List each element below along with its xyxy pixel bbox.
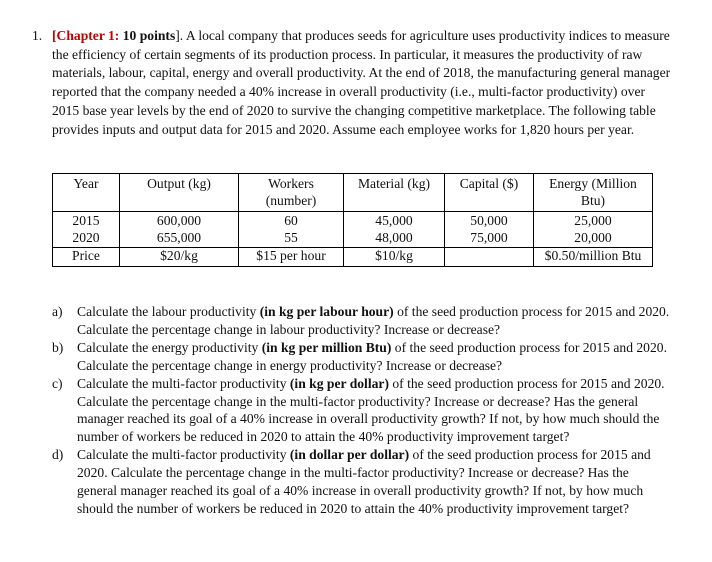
- table-row-years: [53, 212, 653, 248]
- unit-emphasis: (in kg per million Btu): [261, 339, 392, 355]
- header-energy: Energy (Million Btu): [534, 174, 653, 212]
- unit-emphasis: (in kg per labour hour): [259, 304, 394, 319]
- part-letter: a): [52, 304, 63, 319]
- unit-emphasis: (in kg per dollar): [289, 375, 389, 391]
- cell-output: 600,000 655,000: [120, 212, 239, 248]
- cell-price-material: $10/kg: [344, 248, 445, 267]
- header-material: Material (kg): [344, 174, 445, 212]
- cell-year: 2015 2020: [53, 212, 120, 248]
- header-year: Year: [53, 174, 120, 212]
- table-row-price: [53, 248, 653, 267]
- cell-price-capital: [445, 248, 534, 267]
- part-letter: d): [52, 447, 64, 463]
- points-label: 10 points: [122, 28, 176, 43]
- part-letter: b): [52, 339, 64, 355]
- part-a: a) Calculate the labour productivity (in kg per labour hour) of the seed production process for 2015 and 2020. Calculate the percentage change in labour productivity? Increase or decrease?: [52, 304, 670, 337]
- question-number: 1.: [32, 28, 43, 43]
- header-capital: Capital ($): [445, 174, 534, 212]
- unit-emphasis: (in dollar per dollar): [289, 447, 410, 463]
- bracket-close: ].: [175, 28, 184, 43]
- question-parts: [52, 303, 672, 518]
- part-c: c) Calculate the multi-factor productivity (in kg per dollar) of the seed production process for 2015 and 2020. Calculate the percentage change in the multi-factor productivity? Increase or decrease? Has the general manager reached its goal of a 40% increase in overall productivity growth? If not, by how much should the number of workers be reduced in 2020 to attain the 40% productivity improvement target?: [52, 375, 665, 445]
- part-d: d) Calculate the multi-factor productivity (in dollar per dollar) of the seed production process for 2015 and 2020. Calculate the percentage change in the multi-factor productivity? Increase or decrease? Has the general manager reached its goal of a 40% increase in overall productivity growth? If not, by how much should the number of workers be reduced in 2020 to attain the 40% productivity improvement target?: [52, 447, 651, 516]
- cell-material: 45,000 48,000: [344, 212, 445, 248]
- header-output: Output (kg): [120, 174, 239, 212]
- cell-price-energy: $0.50/million Btu: [534, 248, 653, 267]
- chapter-label: [Chapter 1:: [52, 28, 120, 43]
- cell-price-output: $20/kg: [120, 248, 239, 267]
- question-intro-text: A local company that produces seeds for agriculture uses productivity indices to measure the efficiency of certain segments of its production process. In particular, it measures the productivity of raw materials, labour, capital, energy and overall productivity. At the end of 2018, the manufacturing general manager reported that the company needed a 40% increase in overall productivity (i.e., multi-factor productivity) over 2015 base year levels by the end of 2020 to survive the changing competitive marketplace. The following table provides inputs and output data for 2015 and 2020. Assume each employee works for 1,820 hours per year.: [52, 28, 671, 137]
- cell-price-workers: $15 per hour: [239, 248, 344, 267]
- data-table: [52, 173, 653, 267]
- cell-workers: 60 55: [239, 212, 344, 248]
- question-intro: [52, 27, 672, 139]
- cell-price-label: Price: [53, 248, 120, 267]
- part-b: b) Calculate the energy productivity (in kg per million Btu) of the seed production process for 2015 and 2020. Calculate the percentage change in energy productivity? Increase or decrease?: [52, 339, 667, 373]
- cell-energy: 25,000 20,000: [534, 212, 653, 248]
- cell-capital: 50,000 75,000: [445, 212, 534, 248]
- table-header-row: [53, 174, 653, 212]
- header-workers: Workers (number): [239, 174, 344, 212]
- part-letter: c): [52, 375, 63, 391]
